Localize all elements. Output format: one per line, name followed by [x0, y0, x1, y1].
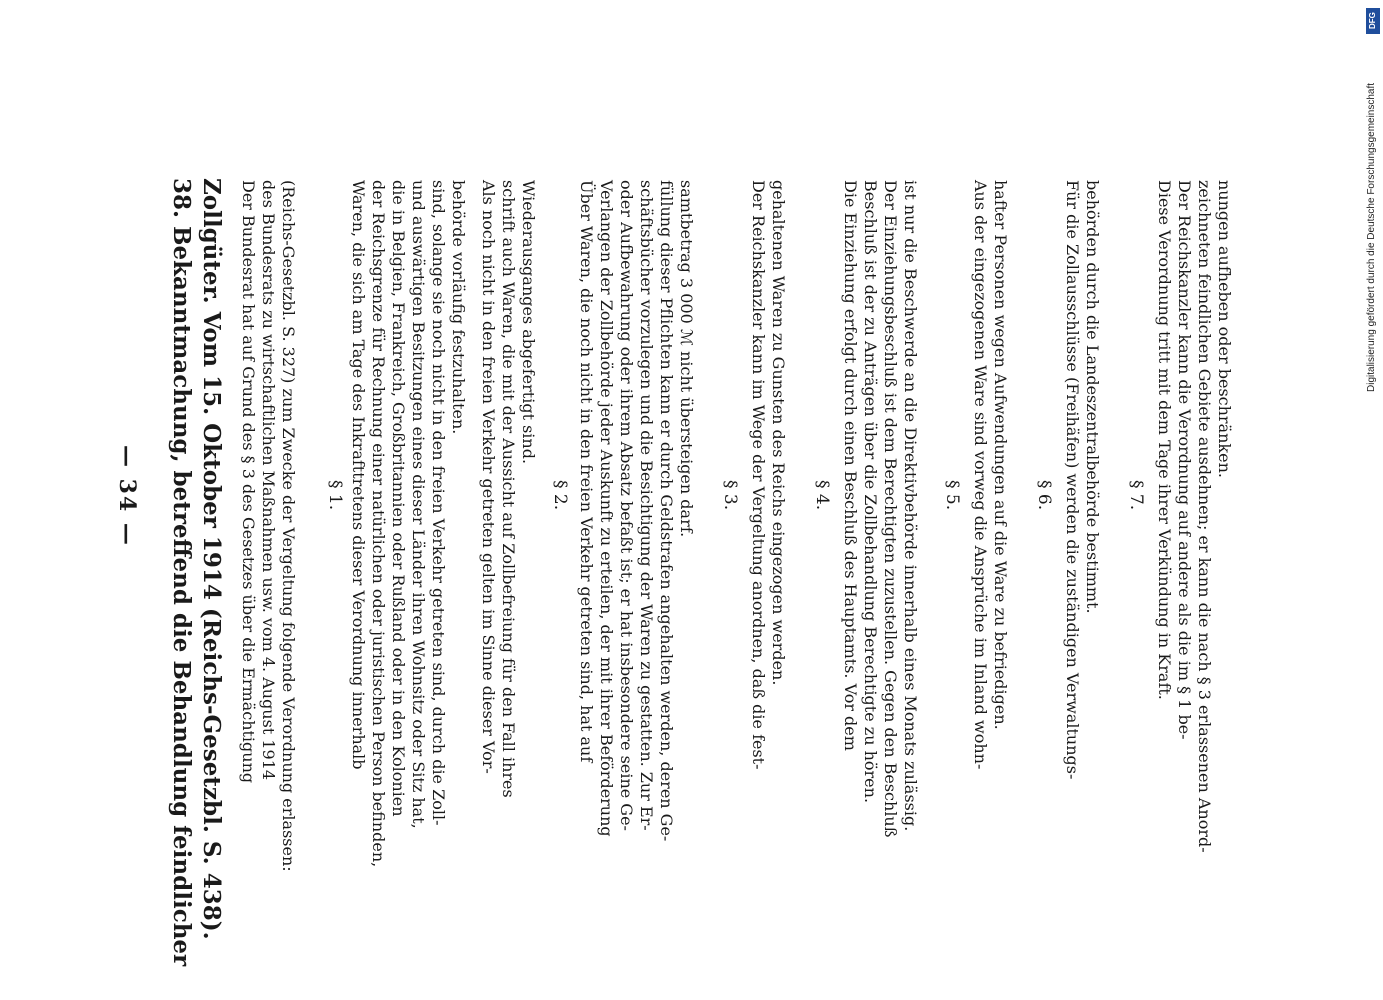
- section-3-line: Der Reichskanzler kann im Wege der Vergeltung anordnen, daß die fest-: [749, 180, 768, 770]
- section-7-line: nungen aufheben oder beschränken.: [1215, 180, 1234, 478]
- title-line-2: Zollgüter. Vom 15. Oktober 1914 (Reichs-Gesetzbl. S. 438).: [198, 178, 225, 940]
- section-4-heading: § 4.: [812, 480, 832, 511]
- digitization-credit: Digitalisierung gefördert durch die Deutsche Forschungsgemeinschaft: [1366, 82, 1377, 392]
- section-1-heading: § 1.: [325, 480, 345, 511]
- section-1-line: die in Belgien, Frankreich, Großbritannien oder Rußland oder in den Kolonien: [389, 180, 408, 817]
- intro-line-2: des Bundesrats zu wirtschaftlichen Maßnahmen usw. vom 4. August 1914: [259, 180, 278, 781]
- section-5-line: Aus der eingezogenen Ware sind vorweg die Ansprüche im Inland wohn-: [971, 180, 990, 770]
- section-1-line: und auswärtigen Besitzungen eines dieser Länder ihren Wohnsitz oder Sitz hat,: [409, 180, 428, 829]
- section-7-line: zeichneten feindlichen Gebiete ausdehnen; er kann die nach § 3 erlassenen Anord-: [1195, 180, 1214, 853]
- section-5-heading: § 5.: [942, 480, 962, 511]
- section-1-line: Als noch nicht in den freien Verkehr getreten gelten im Sinne dieser Vor-: [479, 180, 498, 774]
- section-4-line: Beschluß ist der zu Anträgen über die Zollbehandlung Berechtigte zu hören.: [861, 180, 880, 804]
- section-1-line: Wiederausganges abgefertigt sind.: [519, 180, 538, 465]
- section-7-line: Der Reichskanzler kann die Verordnung auf andere als die im § 1 be-: [1175, 180, 1194, 740]
- section-1-line: Waren, die sich am Tage des Inkrafttretens dieser Verordnung innerhalb: [349, 180, 368, 770]
- section-1-line: behörde vorläufig festzuhalten.: [449, 180, 468, 435]
- section-2-line: schäftsbücher vorzulegen und die Besichtigung der Waren zu gestatten. Zur Er-: [637, 180, 656, 831]
- title-line-1: 38. Bekanntmachung, betreffend die Behandlung feindlicher: [168, 178, 195, 967]
- dfg-logo: DFG: [1366, 8, 1380, 34]
- section-1-line: sind, solange sie noch nicht in den freien Verkehr getreten sind, durch die Zoll-: [429, 180, 448, 826]
- section-5-line: hafter Personen wegen Aufwendungen auf die Ware zu befriedigen.: [991, 180, 1010, 730]
- section-7-heading: § 7.: [1126, 480, 1146, 511]
- section-4-line: Der Einziehungsbeschluß ist dem Berechtigten zuzustellen. Gegen den Beschluß: [881, 180, 900, 838]
- section-1-line: schrift auch Waren, die mit der Aussicht auf Zollbefreiung für den Fall ihres: [499, 180, 518, 798]
- section-2-heading: § 2.: [550, 480, 570, 511]
- section-1-line: der Reichsgrenze für Rechnung einer natürlichen oder juristischen Person befinden,: [369, 180, 388, 868]
- section-2-line: samtbetrag 3 000 ℳ nicht übersteigen darf.: [677, 180, 696, 538]
- intro-line-1: Der Bundesrat hat auf Grund des § 3 des Gesetzes über die Ermächtigung: [239, 180, 258, 784]
- section-6-line: Für die Zollausschlüsse (Freihäfen) werden die zuständigen Verwaltungs-: [1063, 180, 1082, 780]
- section-2-line: füllung dieser Pflichten kann er durch Geldstrafen angehalten werden, deren Ge-: [657, 180, 676, 842]
- section-7-line: Diese Verordnung tritt mit dem Tage ihrer Verkündung in Kraft.: [1155, 180, 1174, 700]
- section-4-line: Die Einziehung erfolgt durch einen Beschluß des Hauptamts. Vor dem: [841, 180, 860, 751]
- section-4-line: ist nur die Beschwerde an die Direktivbehörde innerhalb eines Monats zulässig.: [901, 180, 920, 832]
- section-6-heading: § 6.: [1034, 480, 1054, 511]
- intro-line-3: (Reichs-Gesetzbl. S. 327) zum Zwecke der Vergeltung folgende Verordnung erlassen:: [279, 180, 298, 872]
- page-number: — 34 —: [114, 445, 140, 547]
- section-2-line: Über Waren, die noch nicht in den freien Verkehr getreten sind, hat auf: [577, 180, 596, 763]
- section-3-line: gehaltenen Waren zu Gunsten des Reichs eingezogen werden.: [769, 180, 788, 686]
- section-2-line: Verlangen der Zollbehörde jeder Auskunft zu erteilen, der mit ihrer Beförderung: [597, 180, 616, 837]
- section-6-line: behörden durch die Landeszentralbehörde bestimmt.: [1083, 180, 1102, 614]
- section-3-heading: § 3.: [720, 480, 740, 511]
- section-2-line: oder Aufbewahrung oder ihrem Absatz befaßt ist; er hat insbesondere seine Ge-: [617, 180, 636, 831]
